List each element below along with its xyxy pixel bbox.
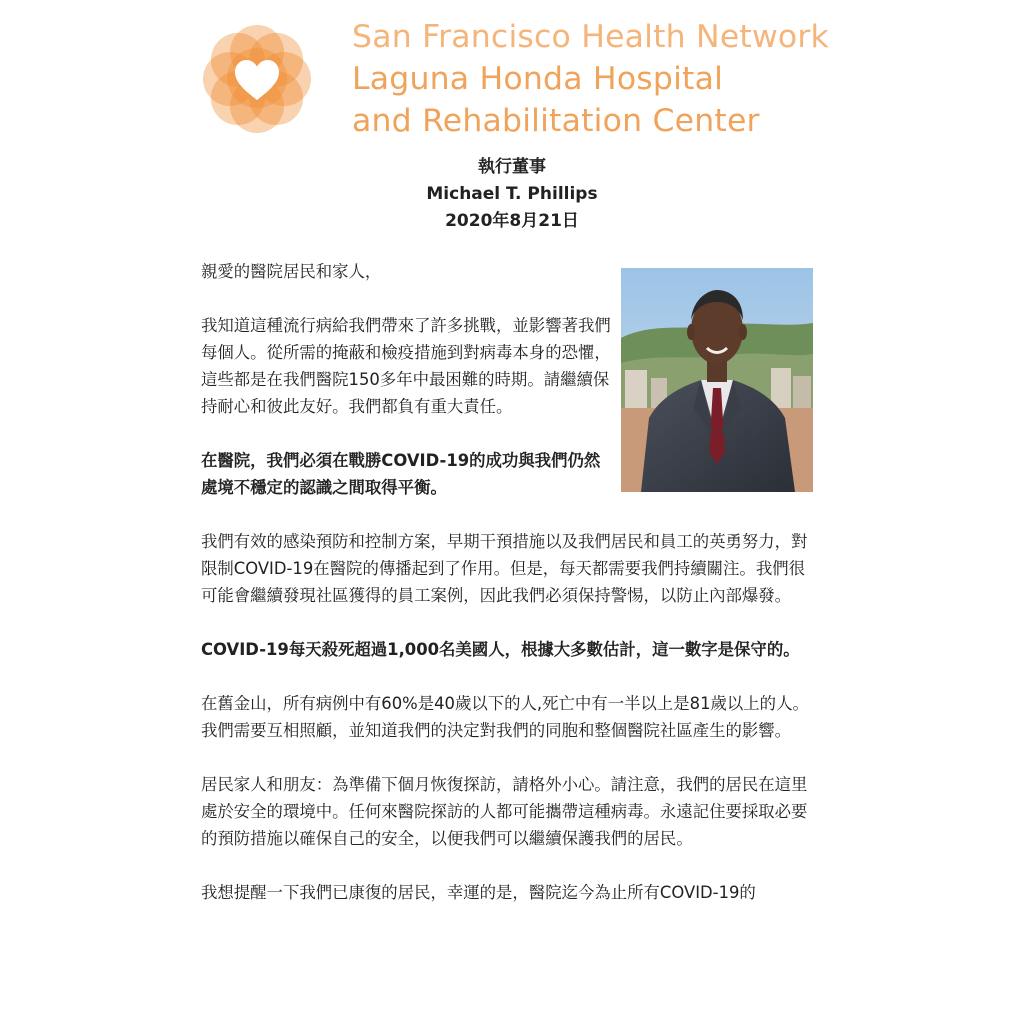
letterhead (192, 14, 842, 142)
hospital-name: Laguna Honda Hospital (352, 61, 724, 97)
paragraph-5: 在舊金山，所有病例中有60%是40歲以下的人,死亡中有一半以上是81歲以上的人。我們需要互相照顧，並知道我們的決定對我們的同胞和整個醫院社區產生的影響。 (201, 694, 809, 740)
heart-flower-logo-icon (192, 14, 322, 142)
paragraph-1: 我知道這種流行病給我們帶來了許多挑戰，並影響著我們每個人。從所需的掩蔽和檢疫措施到對病毒本身的恐懼，這些都是在我們醫院150多年中最困難的時期。請繼續保持耐心和彼此友好。我們都負有重大責任。 (201, 316, 611, 416)
paragraph-6: 居民家人和朋友：為準備下個月恢復探訪，請格外小心。請注意，我們的居民在這里處於安全的環境中。任何來醫院探訪的人都可能攜帶這種病毒。永遠記住要採取必要的預防措施以確保自己的安全，以便我們可以繼續保護我們的居民。 (201, 775, 808, 848)
paragraph-4: COVID-19每天殺死超過1,000名美國人，根據大多數估計，這一數字是保守的。 (201, 640, 800, 659)
greeting: 親愛的醫院居民和家人， (201, 262, 382, 281)
center-name: and Rehabilitation Center (352, 103, 760, 139)
author-name: Michael T. Phillips (426, 184, 598, 204)
paragraph-3: 我們有效的感染預防和控制方案，早期干預措施以及我們居民和員工的英勇努力，對限制COVID-19在醫院的傳播起到了作用。但是，每天都需要我們持續關注。我們很可能會繼續發現社區獲得的員工案例，因此我們必須保持警惕，以防止內部爆發。 (201, 532, 808, 605)
network-name: San Francisco Health Network (352, 19, 829, 55)
author-role: 執行董事 (478, 157, 546, 177)
paragraph-7: 我想提醒一下我們已康復的居民，幸運的是，醫院迄今為止所有COVID-19的 (201, 883, 756, 902)
letter-header (0, 154, 1024, 235)
organization-name (352, 16, 829, 142)
letter-body (201, 258, 813, 933)
letter-date: 2020年8月21日 (445, 211, 579, 231)
paragraph-2: 在醫院，我們必須在戰勝COVID-19的成功與我們仍然處境不穩定的認識之間取得平衡。 (201, 451, 601, 497)
